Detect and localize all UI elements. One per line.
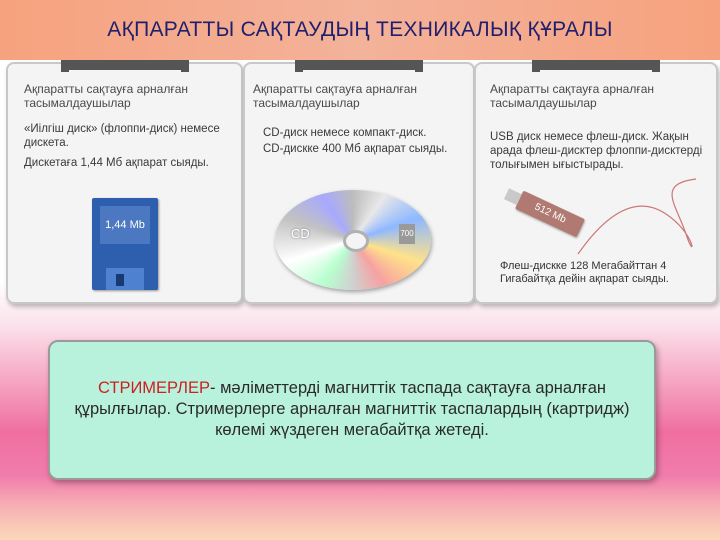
card-description-capacity: Дискетаға 1,44 Мб ақпарат сыяды. <box>24 157 209 169</box>
floppy-disk-icon <box>92 198 158 290</box>
cd-capacity-badge: 700 <box>399 224 415 244</box>
info-box <box>48 340 656 480</box>
usb-flash-drive-icon <box>515 191 585 238</box>
card-description: USB диск немесе флеш-диск. Жақын арада флеш-дисктер флоппи-дисктерді толығымен ығыстырады. <box>490 131 703 171</box>
cd-disc-icon <box>275 190 431 290</box>
card-footer-capacity: Флеш-дискке 128 Мегабайттан 4 Гигабайтқа дейін ақпарат сыяды. <box>500 260 669 285</box>
card-clip <box>536 60 656 70</box>
card-clip <box>299 60 419 70</box>
card-usb <box>474 62 718 304</box>
page-title: АҚПАРАТТЫ САҚТАУДЫҢ ТЕХНИКАЛЫҚ ҚҰРАЛЫ <box>107 18 613 41</box>
card-description: CD-диск немесе компакт-диск. <box>263 127 427 139</box>
card-floppy <box>6 62 243 304</box>
cd-center-hole <box>343 230 369 252</box>
usb-capacity-label: 512 Mb <box>532 201 568 226</box>
card-description: «Иілгіш диск» (флоппи-диск) немесе дискета. <box>24 123 220 149</box>
card-description-capacity: CD-дискке 400 Мб ақпарат сыяды. <box>263 143 448 155</box>
info-description: - мәліметтерді магниттік таспада сақтауға арналған құрылғылар. Стримерлерге арналған магниттік таспалардың (картридж) көлемі жүздеген мегабайтқа жетеді. <box>74 379 630 439</box>
info-term: СТРИМЕРЛЕР <box>98 379 210 397</box>
card-clip <box>65 60 185 70</box>
card-cd <box>243 62 475 304</box>
floppy-capacity-label: 1,44 Mb <box>100 206 150 244</box>
card-heading: Ақпаратты сақтауға арналған тасымалдаушылар <box>253 82 417 110</box>
card-heading: Ақпаратты сақтауға арналған тасымалдаушылар <box>490 82 654 110</box>
floppy-shutter-hole <box>116 274 124 286</box>
usb-cord <box>576 174 706 274</box>
cd-logo-text: CD <box>291 226 310 241</box>
info-text <box>60 378 644 441</box>
card-heading: Ақпаратты сақтауға арналған тасымалдаушылар <box>24 82 188 110</box>
floppy-shutter <box>106 268 144 290</box>
